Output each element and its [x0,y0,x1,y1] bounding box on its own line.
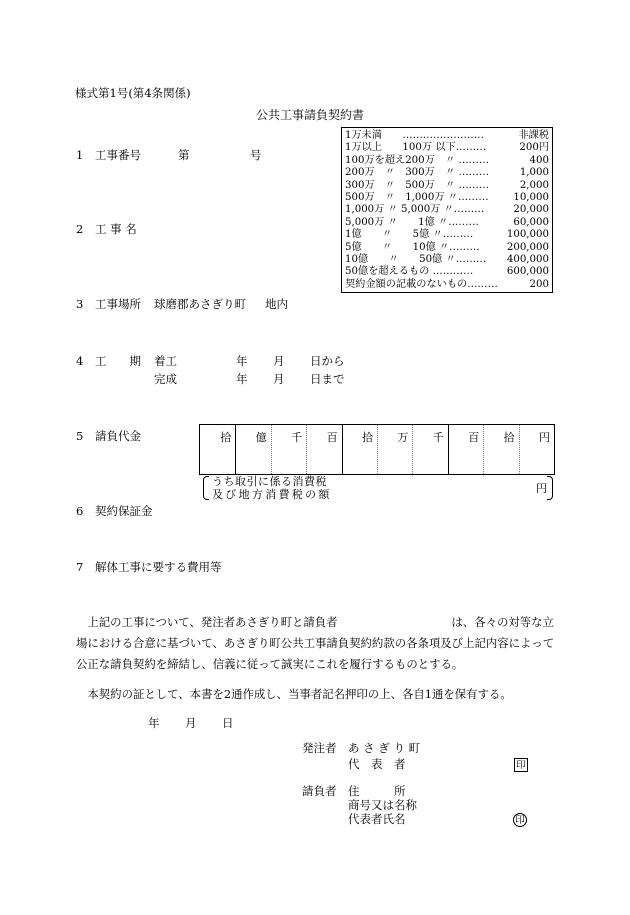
amount-digit-header: 百 [468,431,480,444]
stamp-table-row [345,155,549,167]
stamp-row-range: 1万未満 …………………… [345,130,484,141]
stamp-row-range: 200万 〃 300万 〃 ……… [345,167,490,179]
item2-number: 2 [76,222,84,236]
stamp-row-amount: 1,000 [519,167,549,179]
amount-grid-divider [342,425,343,474]
start-year: 年 [236,354,248,368]
item4-number: 4 [76,354,84,368]
item5-label: 請負代金 [95,429,141,443]
end-year: 年 [236,372,248,386]
date-day: 日 [222,716,234,730]
item6-number: 6 [76,504,84,518]
amount-grid-divider [519,425,520,474]
amount-digit-cell[interactable] [519,425,554,474]
item7-label: 解体工事に要する費用等 [95,560,222,574]
contract-amount-grid [199,424,555,475]
item5-number: 5 [76,429,84,443]
end-month: 月 [273,372,285,386]
stamp-row-range: 1万以上 100万 以下……… [345,142,487,154]
tax-label-line1: うち取引に係る消費税 [212,475,327,488]
amount-grid-divider [235,425,236,474]
amount-grid-divider [271,425,272,474]
amount-digit-header: 円 [538,431,550,444]
stamp-row-range: 5,000万 〃 1億 〃……… [345,216,479,228]
amount-digit-cell[interactable] [235,425,270,474]
item4-label: 工 期 [95,354,141,368]
stamp-tax-table [341,127,553,293]
stamp-row-amount: 200 [529,278,549,290]
stamp-row-range: 500万 〃 1,000万 〃……… [345,192,489,203]
start-label: 着工 [154,354,177,368]
item1-label: 工事番号 [95,148,141,162]
stamp-row-amount: 200円 [519,142,549,154]
item1-mid: 第 [178,148,190,162]
stamp-row-range: 100万を超え200万 〃 ……… [345,154,490,166]
item6-label: 契約保証金 [95,504,153,518]
amount-digit-header: 拾 [361,431,373,444]
end-day: 日まで [310,372,345,386]
certification-paragraph: 本契約の証として、本書を2通作成し、当事者記名押印の上、各自1通を保有する。 [76,687,512,701]
stamp-row-amount: 200,000 [506,241,549,253]
amount-grid-divider [377,425,378,474]
stamp-table-row [345,217,549,229]
date-month: 月 [185,716,197,730]
stamp-row-range: 1,000万 〃 5,000万 〃……… [345,204,485,216]
amount-digit-cell[interactable] [483,425,518,474]
stamp-row-amount: 400,000 [506,254,549,265]
stamp-table-row [345,192,549,204]
item1-number: 1 [76,148,84,162]
tax-bracket-left [203,476,209,500]
amount-digit-cell[interactable] [448,425,483,474]
stamp-table-row [345,229,549,241]
orderer-seal-mark: 印 [514,758,528,772]
start-month: 月 [273,354,285,368]
amount-digit-header: 千 [291,431,303,444]
contractor-company: 商号又は名称 [348,798,417,812]
stamp-row-range: 50億を超えるもの ………… [345,266,474,278]
stamp-row-amount: 20,000 [513,204,549,216]
tax-label-line2: 及び地方消費税の額 [212,488,332,501]
amount-digit-header: 億 [255,431,267,444]
stamp-table-row [345,254,549,266]
contractor-seal-mark: 印 [513,813,527,827]
stamp-row-range: 契約金額の記載のないもの……… [345,278,498,290]
amount-grid-divider [306,425,307,474]
amount-digit-cell[interactable] [200,425,235,474]
stamp-row-range: 5億 〃 10億 〃……… [345,241,480,253]
amount-digit-header: 万 [397,431,409,444]
amount-digit-cell[interactable] [306,425,341,474]
stamp-table-row [345,266,549,278]
stamp-table-row [345,279,549,291]
stamp-row-range: 10億 〃 50億 〃……… [345,254,487,265]
item3-location: 球磨郡あさぎり町 [154,297,246,311]
amount-grid-divider [412,425,413,474]
amount-digit-cell[interactable] [377,425,412,474]
contractor-role: 請負者 [302,784,337,798]
orderer-representative: 代 表 者 [348,757,406,771]
stamp-table-row [345,167,549,179]
stamp-row-amount: 400 [529,154,549,166]
item1-suffix: 号 [250,148,262,162]
amount-digit-header: 拾 [220,431,232,444]
amount-digit-cell[interactable] [271,425,306,474]
stamp-row-amount: 100,000 [506,229,549,241]
amount-digit-header: 千 [432,431,444,444]
stamp-table-row [345,130,549,142]
stamp-row-range: 1億 〃 5億 〃……… [345,229,474,241]
stamp-row-amount: 60,000 [513,216,549,228]
agreement-paragraph: 上記の工事について、発注者あさぎり町と請負者 は、各々の対等な立場における合意に基づいて、あさぎり町公共工事請負契約約款の各条項及び上記内容によって公正な請負契約を締結し、信義に従って誠実にこれを履行するものとする。 [76,615,555,671]
tax-yen: 円 [536,482,547,495]
amount-digit-header: 百 [326,431,338,444]
amount-digit-cell[interactable] [412,425,447,474]
item3-suffix: 地内 [265,297,288,311]
amount-digit-cell[interactable] [342,425,377,474]
tax-bracket-right [547,476,553,500]
amount-grid-divider [483,425,484,474]
end-label: 完成 [154,372,177,386]
stamp-row-amount: 非課税 [518,130,549,141]
contractor-representative: 代表者氏名 [348,812,406,826]
date-year: 年 [148,716,160,730]
contractor-address: 住 所 [348,784,406,798]
orderer-name: あ さ ぎ り 町 [348,741,421,755]
start-day: 日から [310,354,345,368]
item3-number: 3 [76,297,84,311]
document-title: 公共工事請負契約書 [256,108,365,122]
amount-digit-header: 拾 [503,431,515,444]
stamp-row-range: 300万 〃 500万 〃 ……… [345,179,490,191]
stamp-table-row [345,142,549,154]
stamp-row-amount: 600,000 [506,266,549,278]
item2-label: 工 事 名 [95,222,137,236]
stamp-table-row [345,180,549,192]
stamp-row-amount: 2,000 [519,179,549,191]
stamp-table-row [345,242,549,254]
stamp-row-amount: 10,000 [513,192,549,203]
item3-label: 工事場所 [95,297,141,311]
orderer-role: 発注者 [302,741,337,755]
form-label: 様式第1号(第4条関係) [75,86,191,100]
stamp-table-row [345,204,549,216]
amount-grid-divider [448,425,449,474]
item7-number: 7 [76,560,84,574]
